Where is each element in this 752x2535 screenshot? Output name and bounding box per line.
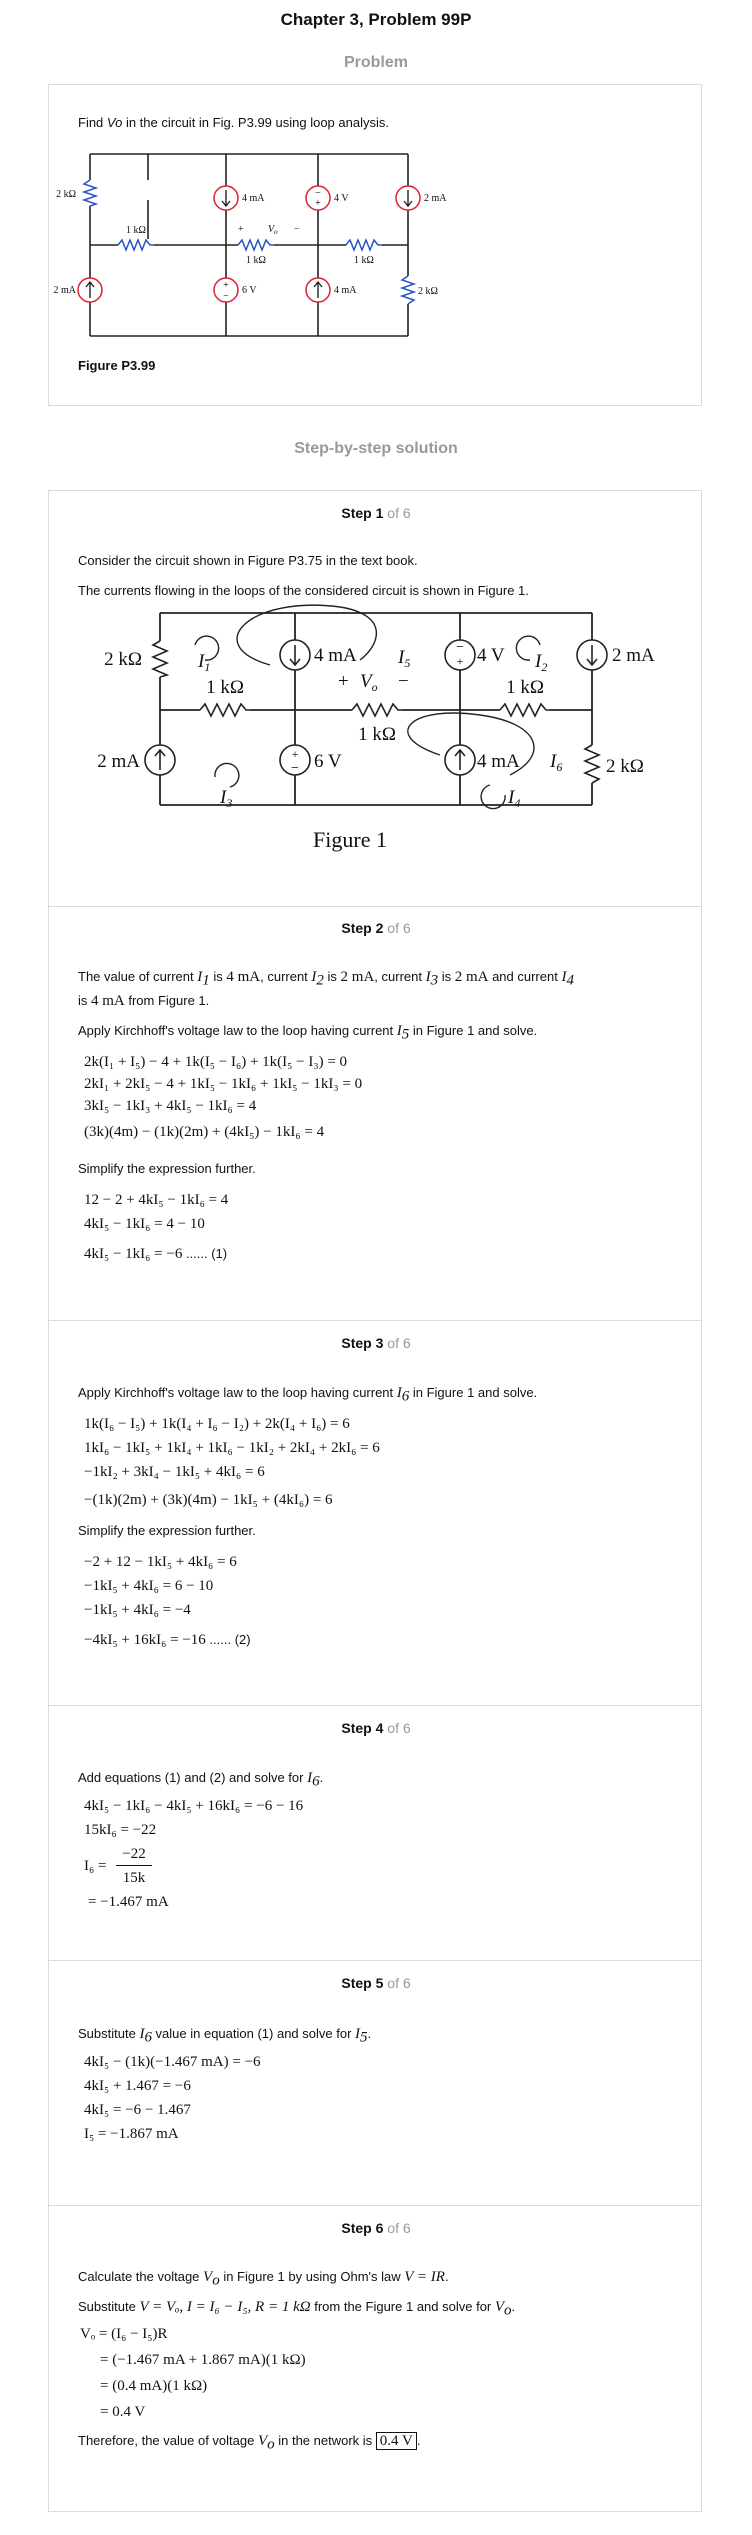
step-divider (48, 2205, 702, 2206)
step-2-header: Step 2 of 6 (341, 920, 411, 936)
label-1k-mid-right: 1 kΩ (354, 255, 374, 266)
current-source-2ma-left (78, 278, 102, 302)
label-1k-mid-center: 1 kΩ (246, 255, 266, 266)
label-4ma-bottom: 4 mA (334, 285, 357, 296)
label-vo: $V_o$ (268, 224, 278, 236)
step-3-eq-5: −2 + 12 − 1kI₅ + 4kI₆ = 6 (84, 1554, 237, 1570)
step-2-simplify: Simplify the expression further. (78, 1161, 256, 1176)
solution-section-label: Step-by-step solution (294, 440, 458, 457)
step-4-eq-2: 15kI₆ = −22 (84, 1822, 157, 1838)
step-6-header: Step 6 of 6 (341, 2220, 411, 2236)
svg-text:−: − (315, 188, 321, 199)
step-3-eq-7: −1kI₅ + 4kI₆ = −4 (84, 1602, 191, 1618)
fig1-label-2k-right: 2 kΩ (606, 756, 644, 777)
step-3-simplify: Simplify the expression further. (78, 1523, 256, 1538)
step-6-subst: Substitute V = Vₒ, I = I₆ − I₅, R = 1 kΩ from the Figure 1 and solve for $V_o$. (78, 2299, 516, 2319)
voltage-source-4v (306, 186, 330, 210)
figure-caption-p399: Figure P3.99 (78, 358, 156, 373)
fig1-label-i2: $I_2$ (535, 651, 548, 674)
step-5-eq-2: 4kI₅ + 1.467 = −6 (84, 2078, 191, 2094)
step-3-eq-8: −4kI₅ + 16kI₆ = −16 ...... (2) (84, 1632, 251, 1648)
fig1-current-source-2ma-left (145, 745, 175, 775)
fig1-label-4ma-bottom: 4 mA (477, 751, 520, 772)
resistor-1k-mid-left (118, 239, 154, 251)
final-answer-box: 0.4 V (376, 2432, 417, 2450)
resistor-1k-mid-right (346, 239, 382, 251)
label-2ma-top: 2 mA (424, 193, 447, 204)
step-4-fraction-num: −22 (122, 1846, 146, 1862)
fig1-resistor-1k-top-right (500, 703, 550, 717)
fig1-label-i3: $I_3$ (220, 787, 233, 810)
step-3-header: Step 3 of 6 (341, 1335, 411, 1351)
step-1-line-1: Consider the circuit shown in Figure P3.75 in the text book. (78, 553, 418, 568)
label-2k-right: 2 kΩ (418, 286, 438, 297)
fig1-label-1k-mid-left: 1 kΩ (206, 677, 244, 698)
step-1-line-2: The currents flowing in the loops of the considered circuit is shown in Figure 1. (78, 583, 529, 598)
label-1k-mid-left: 1 kΩ (126, 225, 146, 236)
svg-text:−: − (223, 291, 229, 302)
fig1-label-2ma-top: 2 mA (612, 645, 655, 666)
fig1-label-i6: $I_6$ (550, 751, 563, 774)
svg-text:+: + (456, 654, 464, 668)
label-4v: 4 V (334, 193, 349, 204)
fig1-resistor-2k-right (584, 745, 600, 783)
fig1-current-source-2ma-top (577, 640, 607, 670)
label-2k-top-left: 2 kΩ (56, 189, 76, 200)
step-4-fraction-lhs: I₆ = (84, 1858, 107, 1874)
step-5-header: Step 5 of 6 (341, 1975, 411, 1991)
fig1-resistor-1k-mid-center (352, 703, 402, 717)
voltage-source-6v (214, 278, 238, 302)
step-2-eq-1: 2k(I₁ + I₅) − 4 + 1k(I₅ − I₆) + 1k(I₅ − I₃) = 0 (84, 1054, 348, 1070)
step-2-eq-7: 4kI₅ − 1kI₆ = −6 ...... (1) (84, 1246, 228, 1262)
step-4-fraction-den: 15k (122, 1870, 146, 1886)
fig1-label-2k-top-left: 2 kΩ (104, 649, 142, 670)
step-4-header: Step 4 of 6 (341, 1720, 411, 1736)
step-3-eq-6: −1kI₅ + 4kI₆ = 6 − 10 (84, 1578, 214, 1594)
label-6v: 6 V (242, 285, 257, 296)
step-2-eq-4: (3k)(4m) − (1k)(2m) + (4kI₅) − 1kI₆ = 4 (84, 1124, 325, 1140)
step-6-eq-2: = (−1.467 mA + 1.867 mA)(1 kΩ) (100, 2352, 306, 2368)
fig1-current-source-4ma-top (280, 640, 310, 670)
label-vo-plus: + (238, 224, 244, 235)
fig1-label-vo: $V_o$ (360, 671, 378, 694)
svg-text:−: − (291, 761, 299, 776)
step-2-eq-2: 2kI₁ + 2kI₅ − 4 + 1kI₅ − 1kI₆ + 1kI₅ − 1kI₃ = 0 (84, 1076, 363, 1092)
circuit-figure-p399 (53, 140, 468, 350)
fig1-label-vo-minus: − (398, 671, 409, 692)
step-2-intro: The value of current $I_1$ is 4 mA, current $I_2$ is 2 mA, current $I_3$ is 2 mA and current $I_4$ (78, 969, 574, 989)
svg-text:+: + (223, 280, 229, 291)
step-3-eq-2: 1kI₆ − 1kI₅ + 1kI₄ + 1kI₆ − 1kI₂ + 2kI₄ + 2kI₆ = 6 (84, 1440, 380, 1456)
fig1-label-i4: $I_4$ (508, 787, 521, 810)
circuit-figure-1 (80, 605, 680, 865)
fig1-label-4ma-top: 4 mA (314, 645, 357, 666)
fraction-bar (116, 1865, 152, 1866)
fig1-label-i5: $I_5$ (398, 647, 411, 670)
step-3-eq-1: 1k(I₆ − I₅) + 1k(I₄ + I₆ − I₂) + 2k(I₄ + I₆) = 6 (84, 1416, 350, 1432)
current-source-4ma-bottom (306, 278, 330, 302)
svg-text:−: − (456, 640, 464, 655)
label-4ma-top: 4 mA (242, 193, 265, 204)
fig1-label-4v: 4 V (477, 645, 505, 666)
page-title: Chapter 3, Problem 99P (280, 10, 472, 29)
current-source-2ma-top (396, 186, 420, 210)
step-2-eq-6: 4kI₅ − 1kI₆ = 4 − 10 (84, 1216, 205, 1232)
problem-statement: Find Vo in the circuit in Fig. P3.99 using loop analysis. (78, 115, 389, 130)
step-6-eq-4: = 0.4 V (100, 2404, 146, 2420)
resistor-2k-top-left (83, 180, 97, 206)
step-3-eq-3: −1kI₂ + 3kI₄ − 1kI₅ + 4kI₆ = 6 (84, 1464, 265, 1480)
step-2-eq-5: 12 − 2 + 4kI₅ − 1kI₆ = 4 (84, 1192, 229, 1208)
step-5-eq-1: 4kI₅ − (1k)(−1.467 mA) = −6 (84, 2054, 261, 2070)
fig1-resistor-2k-top-left (152, 641, 168, 677)
fig1-label-1k-mid-center: 1 kΩ (358, 724, 396, 745)
step-3-eq-4: −(1k)(2m) + (3k)(4m) − 1kI₅ + (4kI₆) = 6 (84, 1492, 333, 1508)
label-2ma-left: 2 mA (53, 285, 76, 296)
step-divider (48, 1320, 702, 1321)
fig1-voltage-source-6v (280, 745, 310, 776)
step-2-intro-2: is 4 mA from Figure 1. (78, 993, 210, 1009)
fig1-label-6v: 6 V (314, 751, 342, 772)
resistor-2k-right (401, 276, 415, 304)
step-5-eq-3: 4kI₅ = −6 − 1.467 (84, 2102, 191, 2118)
step-5-intro: Substitute $I_6$ value in equation (1) and solve for $I_5$. (78, 2026, 372, 2046)
mesh-arrow-i3 (215, 763, 239, 787)
svg-text:+: + (315, 198, 321, 209)
fig1-voltage-source-4v (445, 640, 475, 670)
step-divider (48, 1705, 702, 1706)
step-6-eq-3: = (0.4 mA)(1 kΩ) (100, 2378, 208, 2394)
step-6-eq-1: Vₒ = (I₆ − I₅)R (80, 2326, 168, 2342)
fig1-resistor-1k-mid-left (200, 703, 250, 717)
step-2-eq-3: 3kI₅ − 1kI₃ + 4kI₅ − 1kI₆ = 4 (84, 1098, 257, 1114)
problem-section-label: Problem (343, 54, 408, 71)
step-4-result: = −1.467 mA (88, 1894, 169, 1910)
step-6-calc: Calculate the voltage $V_o$ in Figure 1 by using Ohm's law V = IR. (78, 2269, 449, 2289)
fig1-label-vo-plus: + (338, 671, 349, 692)
step-divider (48, 906, 702, 907)
fig1-label-i1: $I_1$ (198, 651, 211, 674)
step-4-eq-1: 4kI₅ − 1kI₆ − 4kI₅ + 16kI₆ = −6 − 16 (84, 1798, 304, 1814)
step-2-apply: Apply Kirchhoff's voltage law to the loop having current $I_5$ in Figure 1 and solve. (78, 1023, 538, 1043)
current-source-4ma-top (214, 186, 238, 210)
resistor-1k-mid-center (238, 239, 274, 251)
fig1-label-2ma-left: 2 mA (97, 751, 140, 772)
figure-1-caption: Figure 1 (313, 827, 387, 852)
step-5-eq-4: I₅ = −1.867 mA (84, 2126, 179, 2142)
fig1-current-source-4ma-bottom (445, 745, 475, 775)
step-1-header: Step 1 of 6 (341, 505, 411, 521)
step-4-intro: Add equations (1) and (2) and solve for $I_6$. (78, 1770, 324, 1790)
fig1-label-1k-top-right: 1 kΩ (506, 677, 544, 698)
step-6-conclusion: Therefore, the value of voltage $V_o$ in the network is 0.4 V . (78, 2433, 421, 2453)
step-3-apply: Apply Kirchhoff's voltage law to the loop having current $I_6$ in Figure 1 and solve. (78, 1385, 538, 1405)
step-divider (48, 1960, 702, 1961)
label-vo-minus: − (294, 224, 300, 235)
svg-text:+: + (291, 747, 299, 761)
